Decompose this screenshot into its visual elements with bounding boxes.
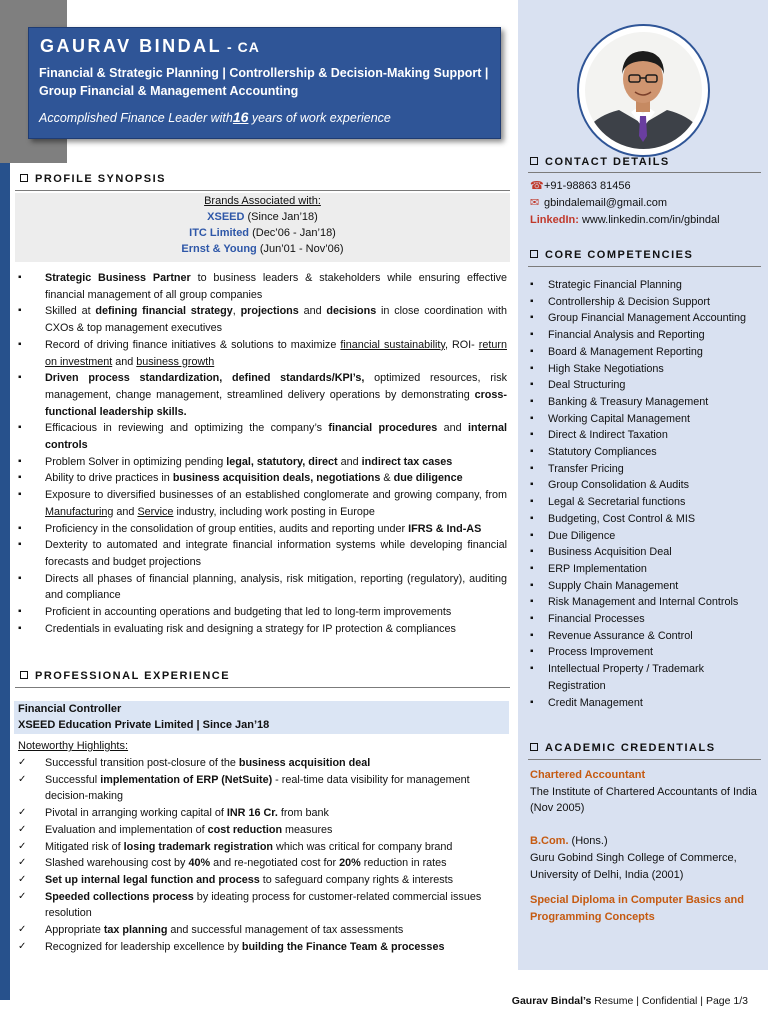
tagline-years: 16 <box>232 109 249 125</box>
brands-box <box>15 193 510 262</box>
profile-bullet-item: ▪ Driven process standardization, defined standards/KPI’s, optimized resources, risk management, change management, streamlined delivery operations by demonstrating cross-functional leadership skills. <box>18 370 507 420</box>
highlight-item: ✓ Pivotal in arranging working capital of INR 16 Cr. from bank <box>18 805 507 822</box>
linkedin-label: LinkedIn: <box>530 214 579 226</box>
section-bullet-icon <box>20 174 28 182</box>
highlight-item: ✓ Set up internal legal function and process to safeguard company rights & interests <box>18 872 507 889</box>
footer-text: Resume | Confidential | Page 1/3 <box>591 995 748 1007</box>
contact-block <box>530 178 720 229</box>
profile-heading-rule <box>15 190 510 191</box>
highlight-item: ✓ Appropriate tax planning and successful management of tax assessments <box>18 922 507 939</box>
competency-item: ▪ Credit Management <box>530 695 760 712</box>
competency-item: ▪ Statutory Compliances <box>530 444 760 461</box>
profile-bullet-item: ▪ Efficacious in reviewing and optimizing the company’s financial procedures and internal controls <box>18 420 507 453</box>
tagline-pre: Accomplished Finance Leader with <box>39 111 233 125</box>
competencies-list <box>530 277 760 711</box>
competency-item: ▪ Revenue Assurance & Control <box>530 628 760 645</box>
competency-item: ▪ Working Capital Management <box>530 411 760 428</box>
header-banner <box>28 27 501 139</box>
degree-title: Special Diploma in Computer Basics and Programming Concepts <box>530 894 744 923</box>
tagline <box>39 109 391 125</box>
name-suffix: - CA <box>222 39 260 55</box>
linkedin-url[interactable]: www.linkedin.com/in/gbindal <box>578 214 720 226</box>
envelope-icon: ✉ <box>530 197 540 209</box>
brand-line: XSEED (Since Jan’18) <box>207 211 318 223</box>
highlight-item: ✓ Slashed warehousing cost by 40% and re-negotiated cost for 20% reduction in rates <box>18 855 507 872</box>
job-company: XSEED Education Private Limited | Since Jan’18 <box>18 719 270 731</box>
competency-item: ▪ High Stake Negotiations <box>530 361 760 378</box>
highlight-item: ✓ Successful transition post-closure of the business acquisition deal <box>18 755 507 772</box>
profile-heading: PROFILE SYNOPSIS <box>20 173 166 185</box>
competency-item: ▪ Deal Structuring <box>530 377 760 394</box>
competency-item: ▪ Financial Processes <box>530 611 760 628</box>
competency-item: ▪ Budgeting, Cost Control & MIS <box>530 511 760 528</box>
tagline-post: years of work experience <box>248 111 391 125</box>
highlight-item: ✓ Successful implementation of ERP (NetSuite) - real-time data visibility for management decision-making <box>18 772 507 805</box>
profile-bullet-item: ▪ Record of driving finance initiatives & solutions to maximize financial sustainability, ROI- return on investment and business growth <box>18 337 507 370</box>
competency-item: ▪ Supply Chain Management <box>530 578 760 595</box>
job-role: Financial Controller <box>18 703 122 715</box>
email-line <box>530 195 720 212</box>
competencies-heading-rule <box>528 266 761 267</box>
email-address[interactable]: gbindalemail@gmail.com <box>544 197 668 209</box>
degree-detail: The Institute of Chartered Accountants of India (Nov 2005) <box>530 785 757 815</box>
competency-item: ▪ ERP Implementation <box>530 561 760 578</box>
competency-item: ▪ Risk Management and Internal Controls <box>530 594 760 611</box>
job-title-bar <box>14 701 509 734</box>
highlights-label: Noteworthy Highlights: <box>18 740 129 752</box>
competency-item: ▪ Process Improvement <box>530 644 760 661</box>
linkedin-line <box>530 212 720 229</box>
competency-item: ▪ Banking & Treasury Management <box>530 394 760 411</box>
competency-item: ▪ Intellectual Property / Trademark Registration <box>530 661 760 694</box>
experience-heading: PROFESSIONAL EXPERIENCE <box>20 670 230 682</box>
headline: Financial & Strategic Planning | Controllership & Decision-Making Support | Group Financial & Management Accounting <box>39 66 489 98</box>
profile-photo <box>585 32 702 149</box>
section-bullet-icon <box>530 743 538 751</box>
profile-bullet-list <box>18 270 507 637</box>
profile-bullet-item: ▪ Dexterity to automated and integrate financial information systems while developing financial forecasts and budget projections <box>18 537 507 570</box>
competency-item: ▪ Strategic Financial Planning <box>530 277 760 294</box>
highlight-item: ✓ Mitigated risk of losing trademark registration which was critical for company brand <box>18 839 507 856</box>
profile-bullet-item: ▪ Skilled at defining financial strategy, projections and decisions in close coordination with CXOs & top management executives <box>18 303 507 336</box>
competency-item: ▪ Group Financial Management Accounting <box>530 310 760 327</box>
degree-title: B.Com. (Hons.) <box>530 835 608 848</box>
academics-heading: ACADEMIC CREDENTIALS <box>530 742 716 754</box>
competency-item: ▪ Legal & Secretarial functions <box>530 494 760 511</box>
brand-line: Ernst & Young (Jun’01 - Nov’06) <box>181 243 344 255</box>
competencies-heading: CORE COMPETENCIES <box>530 249 693 261</box>
phone-icon: ☎ <box>530 180 544 192</box>
highlight-item: ✓ Speeded collections process by ideating process for customer-related commercial issues resolution <box>18 889 507 922</box>
competency-item: ▪ Group Consolidation & Audits <box>530 477 760 494</box>
profile-bullet-item: ▪ Strategic Business Partner to business leaders & stakeholders while ensuring effective financial management of all group companies <box>18 270 507 303</box>
competency-item: ▪ Financial Analysis and Reporting <box>530 327 760 344</box>
profile-bullet-item: ▪ Proficiency in the consolidation of group entities, audits and reporting under IFRS & Ind-AS <box>18 521 507 538</box>
academics-heading-rule <box>528 759 761 760</box>
footer-name: Gaurav Bindal’s <box>511 995 592 1007</box>
highlight-item: ✓ Recognized for leadership excellence by building the Finance Team & processes <box>18 939 507 956</box>
profile-bullet-item: ▪ Proficient in accounting operations and budgeting that led to long-term improvements <box>18 604 507 621</box>
contact-heading-rule <box>528 172 761 173</box>
competency-item: ▪ Board & Management Reporting <box>530 344 760 361</box>
degree-detail: Guru Gobind Singh College of Commerce, University of Delhi, India (2001) <box>530 851 737 881</box>
profile-bullet-item: ▪ Exposure to diversified businesses of an established conglomerate and growing company, from Manufacturing and Service industry, including work posting in Europe <box>18 487 507 520</box>
brand-line: ITC Limited (Dec’06 - Jan’18) <box>189 227 336 239</box>
profile-bullet-item: ▪ Directs all phases of financial planning, analysis, risk mitigation, reporting (regulatory), auditing and compliance <box>18 571 507 604</box>
academics-block <box>530 767 760 926</box>
competency-item: ▪ Transfer Pricing <box>530 461 760 478</box>
profile-bullet-item: ▪ Credentials in evaluating risk and designing a strategy for IP protection & compliances <box>18 621 507 638</box>
section-bullet-icon <box>20 671 28 679</box>
highlights-list <box>18 755 507 955</box>
section-bullet-icon <box>530 250 538 258</box>
profile-bullet-item: ▪ Ability to drive practices in business acquisition deals, negotiations & due diligence <box>18 470 507 487</box>
competency-item: ▪ Business Acquisition Deal <box>530 544 760 561</box>
competency-item: ▪ Due Diligence <box>530 528 760 545</box>
competency-item: ▪ Direct & Indirect Taxation <box>530 427 760 444</box>
candidate-name <box>40 36 260 57</box>
degree-title: Chartered Accountant <box>530 769 646 781</box>
brands-caption: Brands Associated with: <box>204 195 321 207</box>
phone-number[interactable]: +91-98863 81456 <box>544 180 631 192</box>
contact-heading: CONTACT DETAILS <box>530 156 670 168</box>
experience-heading-rule <box>15 687 510 688</box>
page-footer <box>512 995 748 1007</box>
phone-line <box>530 178 720 195</box>
competency-item: ▪ Controllership & Decision Support <box>530 294 760 311</box>
name-text: GAURAV BINDAL <box>40 36 223 56</box>
section-bullet-icon <box>530 157 538 165</box>
highlight-item: ✓ Evaluation and implementation of cost reduction measures <box>18 822 507 839</box>
profile-bullet-item: ▪ Problem Solver in optimizing pending legal, statutory, direct and indirect tax cases <box>18 454 507 471</box>
